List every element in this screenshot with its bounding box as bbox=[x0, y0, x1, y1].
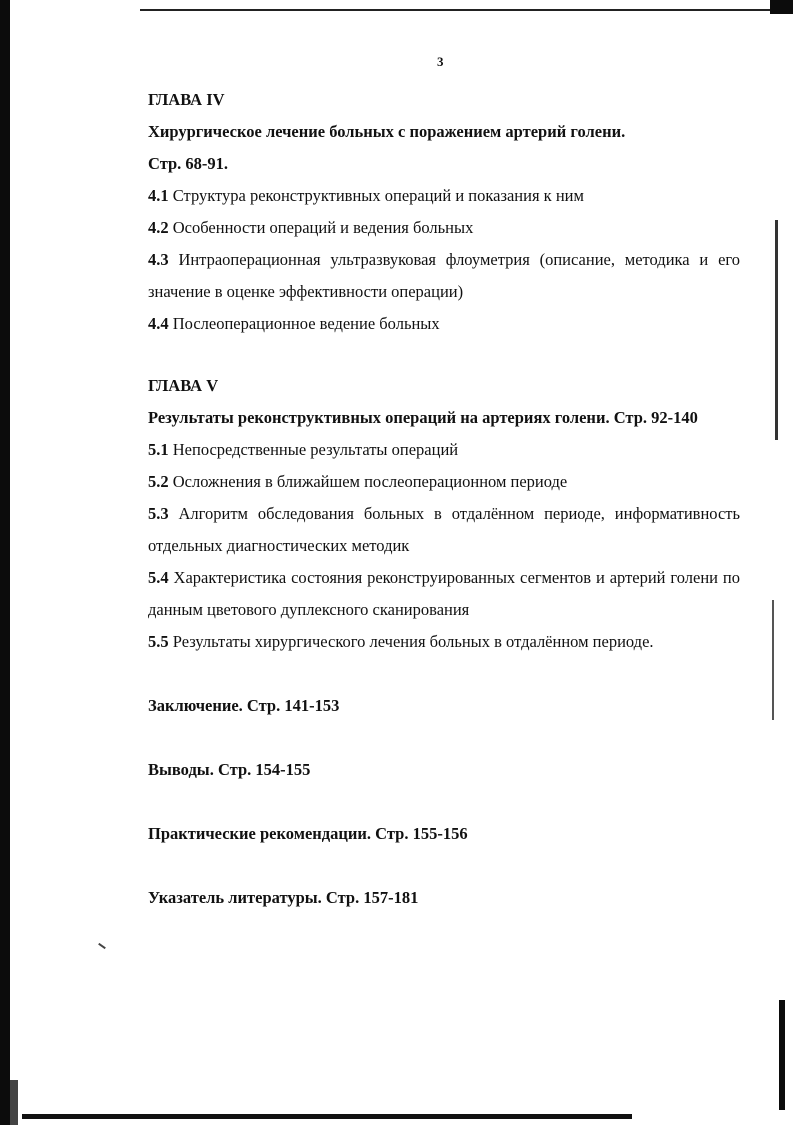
chapter-5-heading: ГЛАВА V bbox=[148, 376, 219, 395]
toc-item-number: 5.3 bbox=[148, 504, 169, 523]
toc-item bbox=[148, 498, 740, 562]
toc-item-number: 5.2 bbox=[148, 472, 169, 491]
toc-item-number: 5.1 bbox=[148, 440, 169, 459]
toc-item-number: 5.4 bbox=[148, 568, 169, 587]
chapter-4-title: Хирургическое лечение больных с поражением артерий голени. bbox=[148, 122, 626, 141]
toc-item bbox=[148, 244, 740, 308]
page-number: 3 bbox=[437, 54, 444, 69]
scan-edge-right-2 bbox=[772, 600, 774, 720]
toc-item-number: 4.1 bbox=[148, 186, 169, 205]
scan-edge-right-3 bbox=[779, 1000, 785, 1110]
chapter-4-heading: ГЛАВА IV bbox=[148, 90, 225, 109]
scan-speck bbox=[98, 943, 106, 949]
scan-edge-top-corner bbox=[770, 0, 793, 14]
toc-item-text: Интраоперационная ультразвуковая флоуметрия (описание, методика и его значение в оценке эффективности операции) bbox=[148, 250, 740, 301]
scan-edge-bottom bbox=[22, 1114, 632, 1119]
toc-item bbox=[148, 466, 740, 498]
scan-edge-left bbox=[0, 0, 10, 1125]
toc-item-number: 4.2 bbox=[148, 218, 169, 237]
section-findings: Выводы. Стр. 154-155 bbox=[148, 760, 311, 779]
toc-item-text: Послеоперационное ведение больных bbox=[172, 314, 440, 333]
toc-item bbox=[148, 434, 740, 466]
toc-item-text: Структура реконструктивных операций и показания к ним bbox=[172, 186, 584, 205]
chapter-5-title: Результаты реконструктивных операций на артериях голени. Стр. 92-140 bbox=[148, 408, 698, 427]
toc-item bbox=[148, 562, 740, 626]
toc-item bbox=[148, 308, 740, 340]
toc-item bbox=[148, 626, 740, 658]
toc-item-text: Непосредственные результаты операций bbox=[172, 440, 459, 459]
section-conclusion: Заключение. Стр. 141-153 bbox=[148, 696, 340, 715]
section-recommendations: Практические рекомендации. Стр. 155-156 bbox=[148, 824, 468, 843]
scan-edge-top bbox=[140, 9, 770, 11]
toc-item-text: Алгоритм обследования больных в отдалённом периоде, информативность отдельных диагностических методик bbox=[148, 504, 740, 555]
section-references: Указатель литературы. Стр. 157-181 bbox=[148, 888, 419, 907]
scan-edge-bottom-left bbox=[10, 1080, 18, 1125]
scan-edge-right bbox=[775, 220, 778, 440]
toc-item-number: 4.4 bbox=[148, 314, 169, 333]
toc-item-text: Особенности операций и ведения больных bbox=[172, 218, 474, 237]
table-of-contents bbox=[148, 84, 740, 914]
toc-item bbox=[148, 180, 740, 212]
toc-item-text: Результаты хирургического лечения больных в отдалённом периоде. bbox=[172, 632, 654, 651]
toc-item-text: Характеристика состояния реконструированных сегментов и артерий голени по данным цветового дуплексного сканирования bbox=[148, 568, 740, 619]
toc-item bbox=[148, 212, 740, 244]
toc-item-number: 4.3 bbox=[148, 250, 169, 269]
toc-item-text: Осложнения в ближайшем послеоперационном периоде bbox=[172, 472, 568, 491]
chapter-4-pages: Стр. 68-91. bbox=[148, 154, 229, 173]
toc-item-number: 5.5 bbox=[148, 632, 169, 651]
